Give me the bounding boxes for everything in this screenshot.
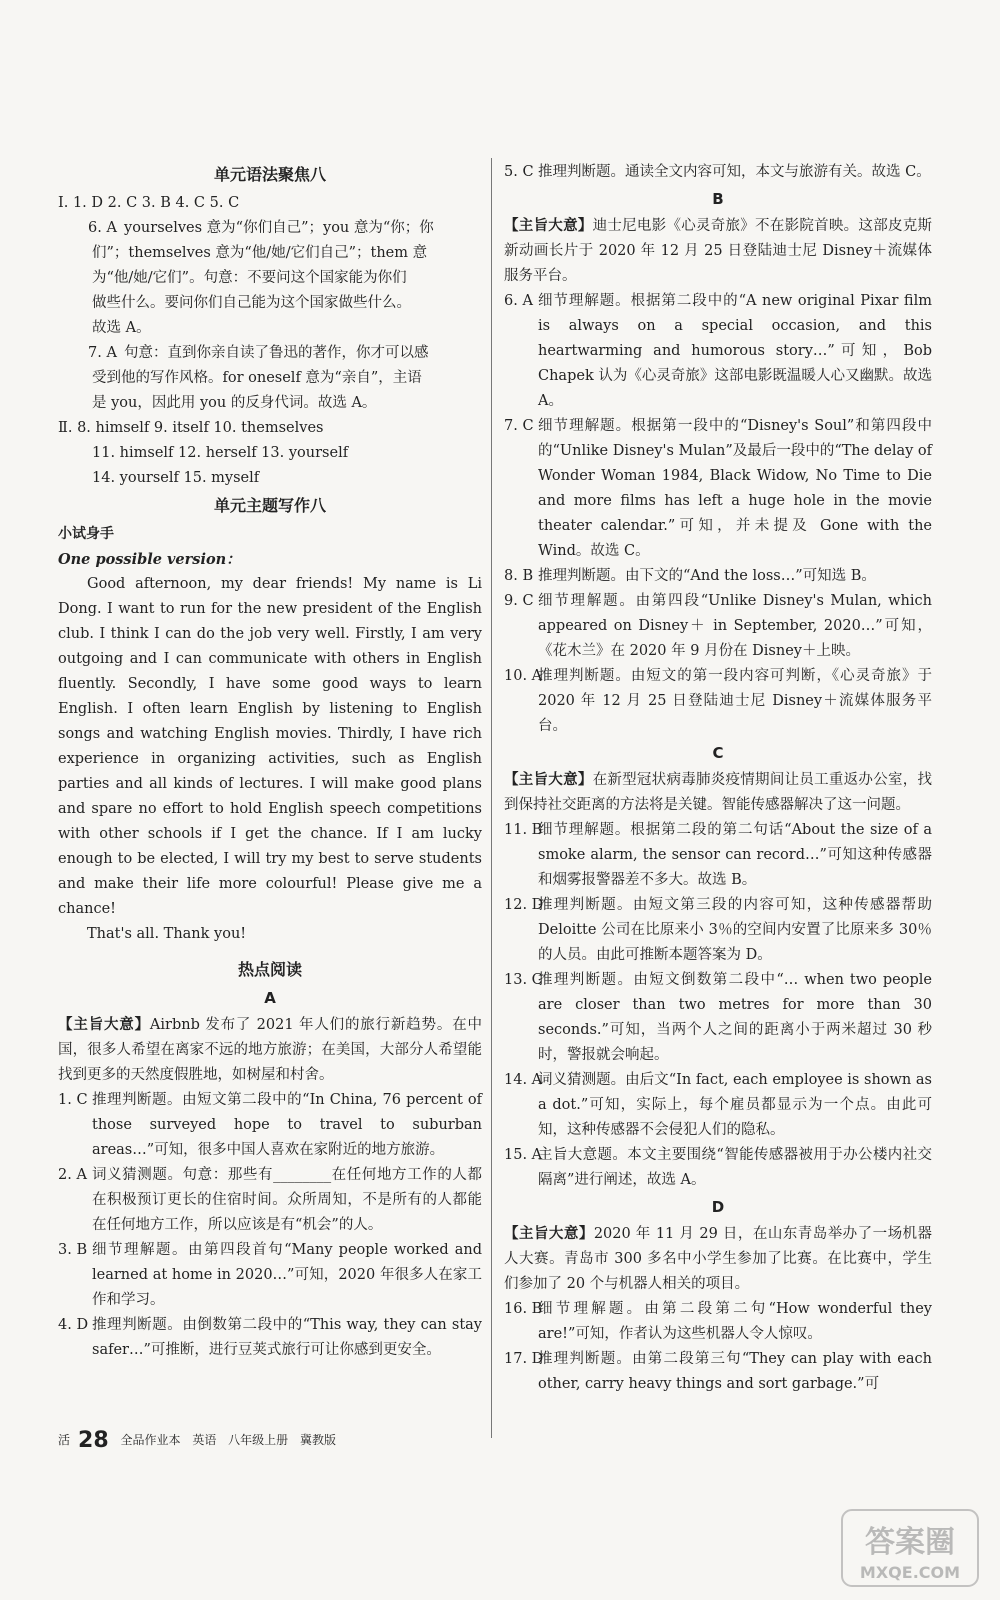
- sec2-row: Ⅱ. 8. himself 9. itself 10. themselves: [58, 420, 324, 436]
- main-idea-b: [504, 214, 932, 289]
- q6-line: 故选 A。: [92, 320, 151, 336]
- answer-item: [504, 818, 932, 893]
- q6-line: 做些什么。要问你们自己能为这个国家做些什么。: [92, 295, 411, 311]
- try-label: 小试身手: [58, 526, 114, 542]
- q7-continuation: [58, 366, 482, 416]
- main-idea-d: [504, 1222, 932, 1297]
- q6-continuation: [58, 241, 482, 341]
- answer-item-q6: [58, 216, 482, 241]
- answer-list-c: [504, 818, 932, 1193]
- sec1-number: Ⅰ. 1.: [58, 195, 87, 211]
- column-divider: [491, 158, 492, 1438]
- watermark-icon: [840, 1508, 980, 1588]
- main-idea-label: 【主旨大意】: [504, 772, 593, 788]
- answer-item: [504, 1347, 932, 1397]
- item-text: 细节理解题。根据第二段中的“A new original Pixar film is always on a special occasion, and this heartwarming and humorous story…”可知，Bob Chapek 认为《心灵奇旅》这部电影既温暖人心又幽默。故选 A。: [538, 293, 932, 409]
- main-idea-text: Airbnb 发布了 2021 年人们的旅行新趋势。在中国，很多人希望在离家不远的地方旅游；在美国，大部分人希望能找到更多的天然度假胜地，如树屋和村舍。: [58, 1017, 483, 1083]
- answer-item: [504, 564, 932, 589]
- answer-item: [504, 589, 932, 664]
- answer-item: [58, 1313, 482, 1363]
- answer-list-d: [504, 1297, 932, 1397]
- version-label: One possible version：: [58, 551, 241, 568]
- answer-item: [504, 1068, 932, 1143]
- item-text: 推理判断题。由倒数第二段中的“This way, they can stay safer…”可推断，进行豆荚式旅行可让你感到更安全。: [92, 1317, 482, 1358]
- item-text: 推理判断题。由下文的“And the loss…”可知选 B。: [538, 568, 876, 584]
- q7-line: 句意：直到你亲自读了鲁迅的著作，你才可以感: [124, 345, 429, 361]
- page-footer: [58, 1428, 344, 1453]
- item-text: 词义猜测题。句意：那些有________在任何地方工作的人都在积极预订更长的住宿时间。众所周知，不是所有的人都能在任何地方工作，所以应该是有“机会”的人。: [92, 1167, 482, 1233]
- item-number: 17. D: [504, 1351, 544, 1367]
- item-text: 推理判断题。由短文倒数第二段中“… when two people are closer than two metres for more than 30 seconds.”可知，当两个人之间的距离小于两米超过 30 秒时，警报就会响起。: [538, 972, 932, 1063]
- passage-label-d: D: [711, 1198, 725, 1216]
- answer-item: [504, 893, 932, 968]
- answer-item: [58, 1088, 482, 1163]
- item-number: 6. A: [88, 220, 117, 236]
- item-text: 细节理解题。由第四段“Unlike Disney's Mulan, which appeared on Disney＋ in September, 2020…”可知，《花木兰》在 2020 年 9 月份在 Disney＋上映。: [538, 593, 932, 659]
- item-text: 推理判断题。通读全文内容可知，本文与旅游有关。故选 C。: [538, 164, 931, 180]
- subject: 英语: [192, 1433, 217, 1447]
- passage-label-a: A: [264, 989, 276, 1007]
- sec1-answers: D 2. C 3. B 4. C 5. C: [91, 195, 240, 211]
- sec2-row: 11. himself 12. herself 13. yourself: [92, 445, 349, 461]
- item-number: 14. A: [504, 1072, 543, 1088]
- q6-line: 们”；themselves 意为“他/她/它们自己”；them 意: [92, 245, 428, 261]
- item-text: 推理判断题。由短文的第一段内容可判断，《心灵奇旅》于 2020 年 12 月 25 日登陆迪士尼 Disney＋流媒体服务平台。: [538, 668, 932, 734]
- main-idea-text: 在新型冠状病毒肺炎疫情期间让员工重返办公室，找到保持社交距离的方法将是关键。智能传感器解决了这一问题。: [504, 772, 933, 813]
- main-idea-text: 迪士尼电影《心灵奇旅》不在影院首映。这部皮克斯新动画长片于 2020 年 12 月 25 日登陆迪士尼 Disney＋流媒体服务平台。: [504, 218, 933, 284]
- footer-prefix: 活: [58, 1433, 71, 1447]
- essay-closing: That's all. Thank you!: [87, 926, 247, 942]
- item-number: 3. B: [58, 1242, 88, 1258]
- answer-item: [504, 664, 932, 739]
- answer-item: [504, 1143, 932, 1193]
- passage-label-c: C: [712, 744, 724, 762]
- answer-list-a: [58, 1088, 482, 1363]
- item-number: 8. B: [504, 568, 534, 584]
- item-number: 13. C: [504, 972, 543, 988]
- answer-list-b: [504, 289, 932, 739]
- main-idea-a: [58, 1013, 482, 1088]
- main-idea-label: 【主旨大意】: [58, 1017, 150, 1033]
- book-name: 全品作业本: [120, 1433, 181, 1447]
- item-number: 9. C: [504, 593, 534, 609]
- item-text: 词义猜测题。由后文“In fact, each employee is shown as a dot.”可知，实际上，每个雇员都显示为一个点。由此可知，这种传感器不会侵犯人们的隐私。: [538, 1072, 932, 1138]
- q6-line: 为“他/她/它们”。句意：不要问这个国家能为你们: [92, 270, 407, 286]
- writing-section-title: 单元主题写作八: [213, 496, 326, 515]
- main-idea-c: [504, 768, 932, 818]
- item-text: 推理判断题。由短文第三段的内容可知，这种传感器帮助 Deloitte 公司在比原来小 3％的空间内安置了比原来多 30％的人员。由此可推断本题答案为 D。: [538, 897, 932, 963]
- watermark-text: 答案圈: [865, 1525, 955, 1560]
- item-number: 1. C: [58, 1092, 88, 1108]
- item-text: 细节理解题。根据第一段中的“Disney's Soul”和第四段中的“Unlike Disney's Mulan”及最后一段中的“The delay of Wonder Woman 1984, Black Widow, No Time to Die and more films has left a huge hole in the movie theater calendar.”可知，并未提及 Gone with the Wind。故选 C。: [538, 418, 932, 559]
- item-text: 细节理解题。由第四段首句“Many people worked and learned at home in 2020…”可知，2020 年很多人在家工作和学习。: [92, 1242, 482, 1308]
- q6-line: yourselves 意为“你们自己”；you 意为“你；你: [124, 220, 434, 236]
- answer-item: [504, 968, 932, 1068]
- watermark-logo: [840, 1508, 980, 1588]
- item-number: 10. A: [504, 668, 543, 684]
- grade: 八年级上册: [228, 1433, 289, 1447]
- item-number: 12. D: [504, 897, 544, 913]
- item-text: 细节理解题。根据第二段的第二句话“About the size of a smoke alarm, the sensor can record…”可知这种传感器和烟雾报警器差不多大。故选 B。: [538, 822, 932, 888]
- page-number: 28: [78, 1428, 109, 1453]
- main-idea-text: 2020 年 11 月 29 日，在山东青岛举办了一场机器人大赛。青岛市 300 多名中小学生参加了比赛。在比赛中，学生们参加了 20 个与机器人相关的项目。: [504, 1226, 932, 1292]
- answer-item: [58, 1238, 482, 1313]
- main-idea-label: 【主旨大意】: [504, 218, 593, 234]
- item-number: 5. C: [504, 164, 534, 180]
- q7-line: 受到他的写作风格。for oneself 意为“亲自”，主语: [92, 370, 422, 386]
- item-number: 2. A: [58, 1167, 87, 1183]
- grammar-section-title: 单元语法聚焦八: [213, 165, 326, 184]
- answer-item: [504, 1297, 932, 1347]
- answer-item: [504, 289, 932, 414]
- item-number: 7. A: [88, 345, 117, 361]
- item-number: 7. C: [504, 418, 534, 434]
- item-number: 16. B: [504, 1301, 543, 1317]
- item-text: 细节理解题。由第二段第二句“How wonderful they are!”可知，作者认为这些机器人令人惊叹。: [538, 1301, 932, 1342]
- essay-paragraph: Good afternoon, my dear friends! My name is Li Dong. I want to run for the new president of the English club. I think I can do the job very well. Firstly, I am very outgoing and I can communicate with others in English fluently. Secondly, I have some good ways to learn English. I often learn English by listening to English songs and watching English movies. Thirdly, I have rich experience in organizing activities, such as English parties and all kinds of lectures. I will make good plans and spare no effort to hold English speech competitions with other schools if I get the chance. If I am lucky enough to be elected, I will try my best to serve students and make their life more colourful! Please give me a chance!: [58, 576, 482, 917]
- sec2-row: 14. yourself 15. myself: [92, 470, 260, 486]
- answer-item: [58, 1163, 482, 1238]
- item-number: 15. A: [504, 1147, 543, 1163]
- answer-row-sec1: [58, 191, 482, 216]
- passage-label-b: B: [712, 190, 724, 208]
- edition: 冀教版: [300, 1433, 337, 1447]
- answer-item-q5: [504, 160, 932, 185]
- reading-section-title: 热点阅读: [237, 960, 302, 979]
- item-number: 4. D: [58, 1317, 89, 1333]
- watermark-url: MXQE.COM: [859, 1563, 961, 1582]
- item-number: 11. B: [504, 822, 543, 838]
- item-number: 6. A: [504, 293, 533, 309]
- right-column: [504, 160, 932, 1397]
- item-text: 推理判断题。由短文第二段中的“In China, 76 percent of those surveyed hope to travel to suburban areas…”可知，很多中国人喜欢在家附近的地方旅游。: [92, 1092, 482, 1158]
- item-text: 主旨大意题。本文主要围绕“智能传感器被用于办公楼内社交隔离”进行阐述，故选 A。: [538, 1147, 932, 1188]
- answer-item-q7: [58, 341, 482, 366]
- item-text: 推理判断题。由第二段第三句“They can play with each other, carry heavy things and sort garbage.”可: [538, 1351, 932, 1392]
- answer-item: [504, 414, 932, 564]
- q7-line: 是 you，因此用 you 的反身代词。故选 A。: [92, 395, 377, 411]
- left-column: [58, 160, 482, 1363]
- main-idea-label: 【主旨大意】: [504, 1226, 594, 1242]
